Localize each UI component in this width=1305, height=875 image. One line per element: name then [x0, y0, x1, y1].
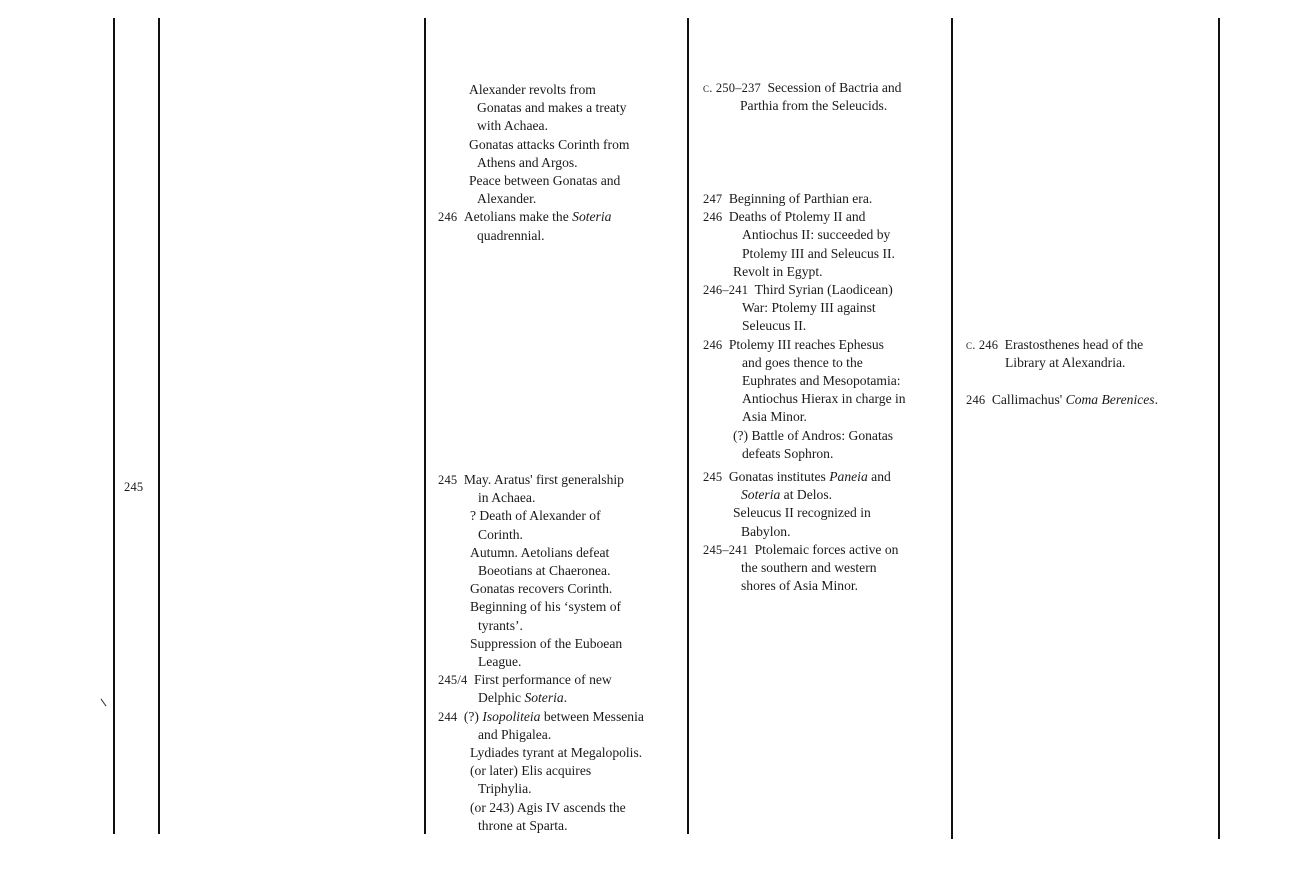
entry-line [438, 780, 683, 798]
entry-text: Deaths of Ptolemy II and [728, 209, 866, 225]
entry-text: Gonatas recovers Corinth. [470, 581, 613, 597]
entry-text: and goes thence to the [742, 354, 863, 370]
chronology-entry [703, 281, 948, 336]
entry-text: quadrennial. [477, 227, 545, 243]
entry-text: Lydiades tyrant at Megalopolis. [470, 745, 643, 761]
chronology-entry [438, 471, 683, 507]
chronology-entry [703, 79, 948, 115]
column-rule [424, 18, 426, 834]
entry-text: Third Syrian (Laodicean) [754, 282, 893, 298]
entry-line [703, 468, 948, 486]
entry-text: Euphrates and Mesopotamia: [742, 373, 901, 389]
chronology-entry [438, 544, 683, 580]
entry-line [703, 541, 948, 559]
chronology-entry [703, 263, 948, 281]
chronology-entry [438, 81, 683, 136]
entry-line [438, 544, 683, 562]
entry-text: Babylon. [741, 523, 791, 539]
entry-text: First performance of new [473, 672, 612, 688]
entry-text: tyrants’. [478, 617, 523, 633]
entry-text: Erastosthenes head of the [1004, 337, 1144, 352]
chronology-entry [438, 208, 683, 244]
entry-text: Athens and Argos. [477, 154, 578, 170]
entry-line [703, 354, 948, 372]
entry-year: 247 [703, 192, 729, 206]
entry-text: Ptolemy III and Seleucus II. [742, 245, 895, 261]
entry-text: Asia Minor. [742, 409, 807, 425]
entry-line [438, 208, 683, 226]
entry-text: Library at Alexandria. [1005, 355, 1126, 371]
entry-text: Ptolemy III reaches Ephesus [728, 336, 884, 352]
entry-year: c. 246 [966, 338, 1005, 352]
entry-text: Aetolians make the Soteria [463, 209, 612, 225]
chronology-entry [438, 172, 683, 208]
chronology-entry [703, 427, 948, 463]
entry-line [703, 190, 948, 208]
chronology-entry [438, 635, 683, 671]
column-rule [113, 18, 115, 834]
entry-line [703, 390, 948, 408]
entry-year: 246 [703, 210, 729, 225]
entry-text: War: Ptolemy III against [742, 300, 876, 316]
entry-line [438, 117, 683, 135]
column-rule [951, 18, 953, 839]
east-column-group3 [703, 468, 948, 595]
entry-year: 245 [703, 470, 729, 484]
entry-line [438, 471, 683, 489]
column-rule [1218, 18, 1220, 839]
entry-text: Boeotians at Chaeronea. [478, 563, 611, 579]
entry-text: League. [478, 654, 522, 670]
entry-line [438, 99, 683, 117]
entry-text: shores of Asia Minor. [741, 578, 859, 594]
entry-line [438, 136, 683, 154]
chronology-entry [703, 541, 948, 596]
entry-year: 246 [703, 337, 729, 352]
entry-text: Parthia from the Seleucids. [740, 98, 888, 114]
entry-line [703, 504, 948, 522]
entry-line [703, 427, 948, 445]
entry-line [703, 226, 948, 244]
entry-text: Beginning of Parthian era. [728, 191, 873, 206]
entry-line [703, 317, 948, 335]
entry-line [703, 559, 948, 577]
chronology-entry [438, 507, 683, 543]
chronology-entry [438, 744, 683, 762]
entry-year: 246 [438, 210, 464, 225]
entry-text: May. Aratus' first generalship [463, 472, 624, 487]
entry-line [438, 154, 683, 172]
entry-text: (or 243) Agis IV ascends the [470, 799, 626, 815]
entry-line [438, 190, 683, 208]
entry-line [438, 799, 683, 817]
entry-line [438, 671, 683, 689]
entry-text: defeats Sophron. [742, 445, 834, 461]
entry-line [703, 486, 948, 504]
year-column [124, 478, 143, 496]
entry-line [438, 817, 683, 835]
chronology-entry [703, 468, 948, 504]
entry-text: and Phigalea. [478, 726, 552, 742]
margin-mark [101, 699, 107, 707]
entry-line [438, 227, 683, 245]
entry-year: 246 [966, 393, 992, 408]
entry-text: Gonatas institutes Paneia and [728, 469, 891, 484]
entry-text: Peace between Gonatas and [469, 173, 621, 189]
entry-text: Seleucus II recognized in [733, 505, 871, 521]
entry-text: (or later) Elis acquires [470, 763, 592, 779]
entry-text: Beginning of his ‘system of [470, 599, 622, 615]
east-column-group1 [703, 79, 948, 115]
entry-text: ? Death of Alexander of [470, 508, 601, 524]
greek-column-group2 [438, 471, 683, 835]
entry-text: throne at Sparta. [478, 817, 568, 833]
entry-text: Soteria at Delos. [741, 487, 833, 503]
entry-line [438, 507, 683, 525]
column-rule [687, 18, 689, 834]
entry-text: Alexander revolts from [469, 82, 596, 97]
entry-line [703, 408, 948, 426]
entry-year: 244 [438, 709, 464, 724]
entry-text: Corinth. [478, 526, 523, 542]
entry-text: Antiochus II: succeeded by [742, 227, 891, 243]
entry-text: (?) Isopoliteia between Messenia [463, 708, 644, 724]
entry-text: Antiochus Hierax in charge in [742, 391, 906, 407]
chronology-entry [438, 136, 683, 172]
entry-line [438, 635, 683, 653]
entry-line [703, 299, 948, 317]
entry-line [703, 263, 948, 281]
entry-text: Suppression of the Euboean [470, 635, 623, 651]
column-rule [158, 18, 160, 834]
entry-year: 246–241 [703, 283, 755, 298]
entry-text: with Achaea. [477, 118, 548, 134]
entry-year: 245/4 [438, 673, 474, 688]
entry-year: 245 [438, 473, 464, 487]
chronology-entry [438, 580, 683, 598]
entry-text: Gonatas attacks Corinth from [469, 136, 630, 152]
entry-line [438, 526, 683, 544]
entry-line [438, 562, 683, 580]
culture-column [966, 336, 1216, 410]
entry-line [438, 580, 683, 598]
entry-line [703, 523, 948, 541]
entry-text: (?) Battle of Andros: Gonatas [733, 427, 894, 443]
chronology-entry [438, 799, 683, 835]
entry-line [438, 172, 683, 190]
entry-line [438, 689, 683, 707]
entry-line [703, 336, 948, 354]
entry-line [703, 79, 948, 97]
entry-line [966, 336, 1216, 354]
chronology-entry [438, 671, 683, 707]
entry-line [438, 81, 683, 99]
entry-line [703, 281, 948, 299]
entry-year: c. 250–237 [703, 81, 768, 95]
chronology-entry [438, 598, 683, 634]
entry-line [438, 598, 683, 616]
entry-text: Alexander. [477, 191, 537, 207]
east-column-group2 [703, 190, 948, 463]
chronology-entry [438, 762, 683, 798]
entry-text: Delphic Soteria. [478, 690, 568, 706]
chronology-entry [966, 391, 1216, 409]
entry-line [703, 372, 948, 390]
entry-line [438, 617, 683, 635]
entry-line [703, 445, 948, 463]
entry-text: Autumn. Aetolians defeat [470, 544, 610, 560]
entry-line [703, 208, 948, 226]
entry-line [438, 744, 683, 762]
entry-text: Seleucus II. [742, 318, 807, 334]
chronology-entry [703, 190, 948, 208]
entry-line [966, 354, 1216, 372]
entry-line [438, 708, 683, 726]
chronology-entry [703, 336, 948, 427]
entry-line [703, 577, 948, 595]
entry-line [438, 653, 683, 671]
year-label: 245 [124, 480, 144, 494]
entry-line [703, 245, 948, 263]
entry-text: Revolt in Egypt. [733, 263, 823, 279]
entry-text: Ptolemaic forces active on [754, 541, 899, 557]
entry-line [438, 726, 683, 744]
entry-text: in Achaea. [478, 490, 536, 506]
chronology-entry [703, 208, 948, 263]
entry-text: Gonatas and makes a treaty [477, 100, 627, 116]
entry-line [966, 391, 1216, 409]
chronology-entry [966, 336, 1216, 372]
entry-year: 245–241 [703, 542, 755, 557]
entry-line [438, 762, 683, 780]
entry-text: Secession of Bactria and [767, 80, 902, 95]
entry-text: Callimachus' Coma Berenices. [991, 392, 1158, 408]
greek-column-group1 [438, 81, 683, 245]
entry-line [438, 489, 683, 507]
chronology-entry [438, 708, 683, 744]
chronology-entry [703, 504, 948, 540]
entry-text: Triphylia. [478, 781, 532, 797]
entry-line [703, 97, 948, 115]
entry-text: the southern and western [741, 560, 877, 576]
